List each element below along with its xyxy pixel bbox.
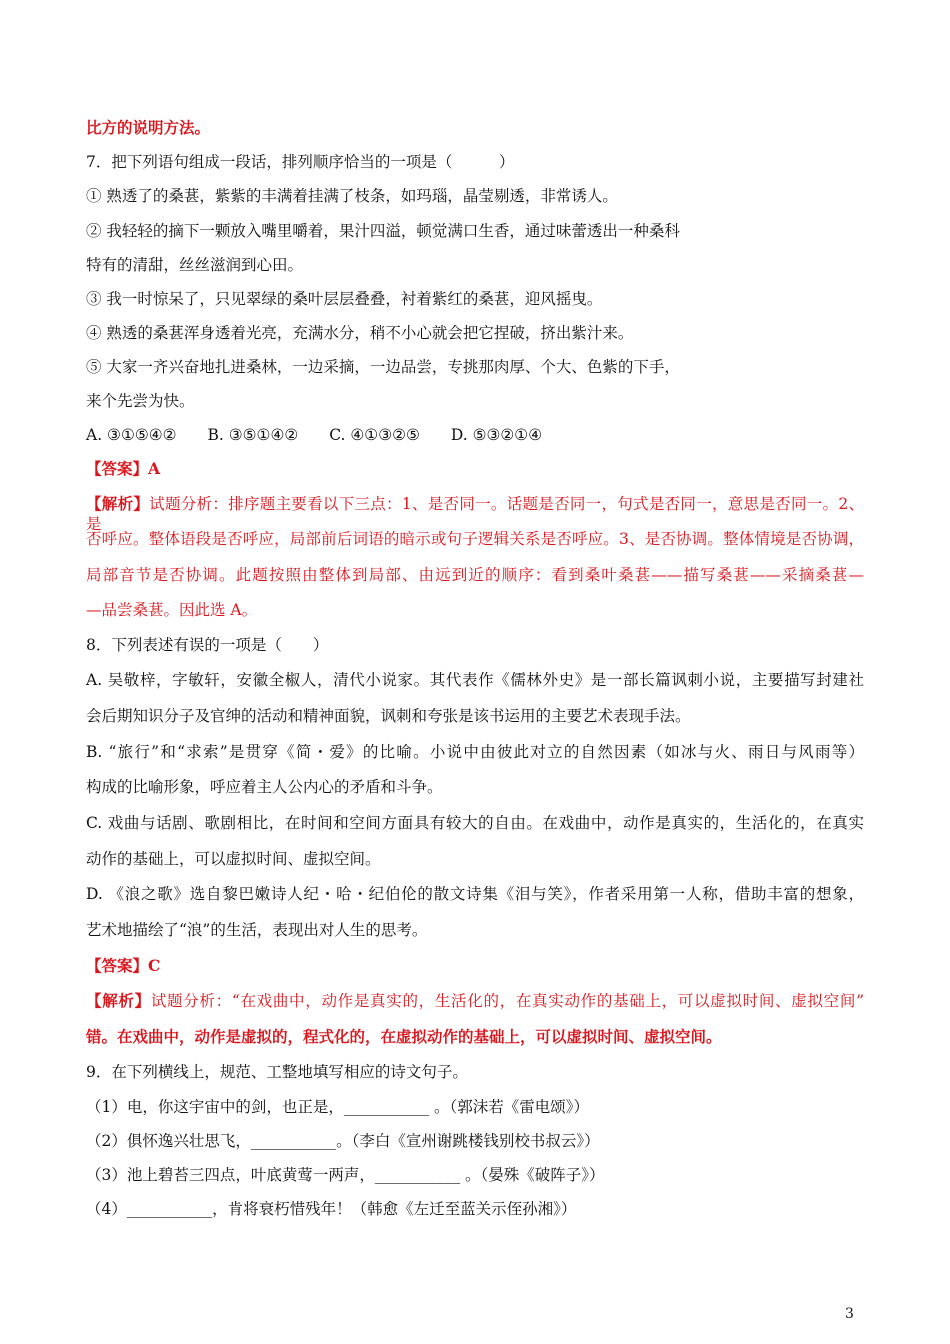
text-line: 比方的说明方法。 (86, 118, 211, 137)
q8-option-c-cont: 动作的基础上，可以虚拟时间、虚拟空间。 (86, 850, 381, 868)
q7-sentence-2-cont: 特有的清甜，丝丝滋润到心田。 (86, 256, 304, 274)
q8-option-c: C. 戏曲与话剧、歌剧相比，在时间和空间方面具有较大的自由。在戏曲中，动作是真实的，生活化的，在真实 (86, 814, 864, 832)
answer-value: A (148, 459, 161, 478)
q9-item-3: （3）池上碧苔三四点，叶底黄莺一两声，___________ 。（晏殊《破阵子》） (86, 1166, 605, 1184)
page-number: 3 (845, 1306, 854, 1322)
q7-sentence-5: ⑤ 大家一齐兴奋地扎进桑林，一边采摘，一边品尝，专挑那肉厚、个大、色紫的下手， (86, 358, 680, 376)
q8-option-a-cont: 会后期知识分子及官绅的活动和精神面貌，讽刺和夸张是该书运用的主要艺术表现手法。 (86, 707, 691, 725)
answer-tag: 【答案】 (86, 956, 149, 975)
q7-sentence-4: ④ 熟透的桑葚浑身透着光亮，充满水分，稍不小心就会把它捏破，挤出紫汁来。 (86, 324, 634, 342)
q7-sentence-5-cont: 来个先尝为快。 (86, 392, 195, 410)
explanation-tag: 【解析】 (86, 494, 150, 513)
q7-explanation-4: —品尝桑葚。因此选 A。 (86, 601, 258, 619)
explanation-text: 试题分析：排序题主要看以下三点：1、是否同一。话题是否同一，句式是否同一，意思是否同一。2、是 (86, 495, 864, 533)
q7-sentence-3: ③ 我一时惊呆了，只见翠绿的桑叶层层叠叠，衬着紫红的桑葚，迎风摇曳。 (86, 290, 603, 308)
q8-explanation-1 (86, 991, 864, 1011)
q7-explanation-3: 局部音节是否协调。此题按照由整体到局部、由远到近的顺序：看到桑叶桑葚——描写桑葚——采摘桑葚— (86, 566, 864, 584)
explanation-tag: 【解析】 (86, 991, 151, 1010)
explanation-text: 试题分析：“在戏曲中，动作是真实的，生活化的，在真实动作的基础上，可以虚拟时间、虚拟空间” (150, 992, 864, 1010)
q9-item-1: （1）电，你这宇宙中的剑，也正是，___________ 。（郭沫若《雷电颂》） (86, 1098, 590, 1116)
q8-option-d: D. 《浪之歌》选自黎巴嫩诗人纪・哈・纪伯伦的散文诗集《泪与笑》，作者采用第一人称，借助丰富的想象， (86, 885, 864, 903)
q8-option-d-cont: 艺术地描绘了“浪”的生活，表现出对人生的思考。 (86, 921, 428, 939)
question-9: 9．在下列横线上，规范、工整地填写相应的诗文句子。 (86, 1063, 468, 1081)
q7-answer (86, 459, 160, 479)
q8-answer (86, 956, 160, 976)
q9-item-2: （2）俱怀逸兴壮思飞，___________。（李白《宣州谢跳楼钱别校书叔云》） (86, 1132, 600, 1150)
answer-value: C (148, 956, 161, 975)
q8-option-b: B. “旅行”和“求索”是贯穿《简・爱》的比喻。小说中由彼此对立的自然因素（如冰与火、雨日与风雨等） (86, 743, 864, 761)
q7-sentence-1: ① 熟透了的桑葚，紫紫的丰满着挂满了枝条，如玛瑙，晶莹剔透，非常诱人。 (86, 187, 618, 205)
q7-sentence-2: ② 我轻轻的摘下一颗放入嘴里嚼着，果汁四溢，顿觉满口生香，通过味蕾透出一种桑科 (86, 222, 680, 240)
q8-option-a: A. 吴敬梓，字敏轩，安徽全椒人，清代小说家。其代表作《儒林外史》是一部长篇讽刺小说，主要描写封建社 (86, 671, 864, 689)
question-7: 7．把下列语句组成一段话，排列顺序恰当的一项是（ ） (86, 153, 515, 171)
q7-options: A. ③①⑤④② B. ③⑤①④② C. ④①③②⑤ D. ⑤③②①④ (86, 426, 543, 444)
q9-item-4: （4）___________，肯将衰朽惜残年！（韩愈《左迁至蓝关示侄孙湘》） (86, 1200, 577, 1218)
q8-explanation-2: 错。在戏曲中，动作是虚拟的，程式化的，在虚拟动作的基础上，可以虚拟时间、虚拟空间。 (86, 1027, 722, 1046)
q8-option-b-cont: 构成的比喻形象，呼应着主人公内心的矛盾和斗争。 (86, 778, 443, 796)
q7-explanation-2: 否呼应。整体语段是否呼应，局部前后词语的暗示或句子逻辑关系是否呼应。3、是否协调。整体情境是否协调， (86, 530, 864, 548)
question-8: 8．下列表述有误的一项是（ ） (86, 636, 329, 654)
answer-tag: 【答案】 (86, 459, 149, 478)
q7-explanation-1 (86, 494, 864, 534)
